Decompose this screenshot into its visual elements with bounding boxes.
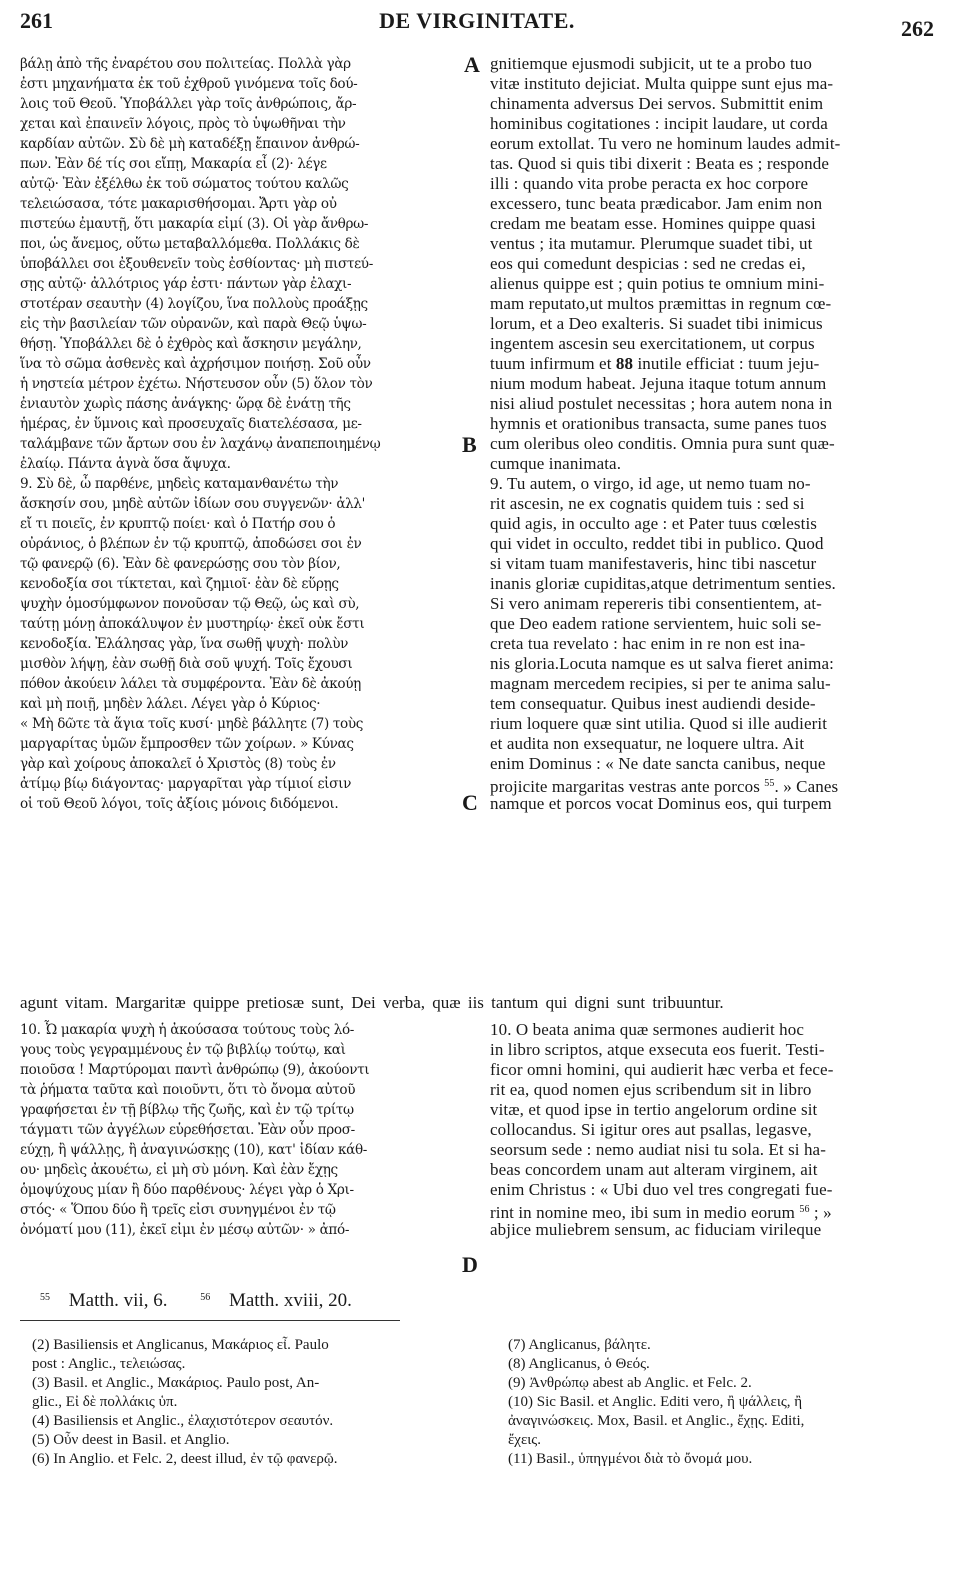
section-marker-b: B xyxy=(462,432,477,457)
greek-line: εύχῃ, ἢ ψάλλῃς, ἢ ἀναγινώσκῃς (10), κατ' ἰδίαν κάθ- xyxy=(20,1142,368,1158)
greek-column-top xyxy=(20,54,456,814)
footnote: post : Anglic., τελειώσας. xyxy=(32,1356,186,1372)
footnote: glic., Εἰ δὲ πολλάκις ὑπ. xyxy=(32,1394,178,1410)
footnote: (4) Basiliensis et Anglic., ἐλαχιστότερον σεαυτόν. xyxy=(32,1413,334,1429)
latin-line: cum oleribus oleo conditis. Omnia pura sunt quæ- xyxy=(490,434,835,453)
greek-line: μισθὸν λήψῃ, ἐὰν σωθῇ διὰ σοῦ ψυχή. Τοῖς ἔχουσι xyxy=(20,656,353,672)
running-title: DE VIRGINITATE. xyxy=(379,8,575,33)
latin-line: gnitiemque ejusmodi subjicit, ut te a probo tuo xyxy=(490,54,812,73)
greek-line: ὁμοψύχους μίαν ἢ δύο παρθένους· λέγει γὰρ ὁ Χρι- xyxy=(20,1182,354,1198)
footnote: (2) Basiliensis et Anglicanus, Μακάριος εἶ. Paulo xyxy=(32,1337,329,1353)
latin-line: nis gloria.Locuta namque es ut salva fieret anima: xyxy=(490,654,834,673)
greek-line: βάλῃ ἀπὸ τῆς ἐναρέτου σου πολιτείας. Πολλὰ γὰρ xyxy=(20,56,351,72)
greek-line: καὶ μὴ ποιῇ, μηδὲν λάλει. Λέγει γὰρ ὁ Κύριος· xyxy=(20,696,321,712)
latin-line: hymnis et orationibus transacta, sume panes tuos xyxy=(490,414,827,433)
footnote-ref-55: 55 xyxy=(764,778,775,789)
latin-line: eorum extollat. Tu vero ne hominum laudes admit- xyxy=(490,134,841,153)
scripture-references xyxy=(40,1290,380,1312)
spanning-line: agunt vitam. Margaritæ quippe pretiosæ sunt, Dei verba, quæ iis tantum qui digni sunt tribuuntur. xyxy=(20,993,724,1012)
scripture-ref-text: Matth. vii, 6. xyxy=(64,1290,168,1311)
bold-column-number: 88 xyxy=(615,354,634,373)
greek-line: λοις τοῦ Θεοῦ. Ὑποβάλλει γὰρ τοῖς ἀνθρώποις, ἄρ- xyxy=(20,96,357,112)
greek-line: πιστεύω ἐμαυτῇ, ὅτι μακαρία εἰμί (3). Οἱ γὰρ ἄνθρω- xyxy=(20,216,369,232)
latin-line: rit ascesin, ne ex cognatis quidem tuis : sed si xyxy=(490,494,805,513)
latin-line-text: tuum infirmum et xyxy=(490,354,612,373)
latin-line: tem consequatur. Quibus inest audiendi deside- xyxy=(490,694,816,713)
greek-line: ἵνα τὸ σῶμα ἀσθενὲς καὶ ἀχρήσιμον ποιήσῃ. Σοῦ οὖν xyxy=(20,356,371,372)
greek-line: στοτέραν σεαυτὴν (4) λογίζου, ἵνα πολλοὺς προάξῃς xyxy=(20,296,368,312)
latin-line: rit ea, quod nomen ejus scribendum sit in libro xyxy=(490,1080,812,1099)
section-marker-d: D xyxy=(462,1252,478,1277)
latin-line: credam me beatam esse. Homines quippe quasi xyxy=(490,214,816,233)
latin-line: nisi aliud postulet necessitas ; hora autem nona in xyxy=(490,394,833,413)
latin-line: enim Dominus : « Ne date sancta canibus, neque xyxy=(490,754,826,773)
latin-line: ingentem ascesin seu exercitationem, ut corpus xyxy=(490,334,815,353)
footnote: (9) Ἀνθρώπῳ abest ab Anglic. et Felc. 2. xyxy=(508,1375,752,1391)
latin-line: si vitam tuam manifestaveris, hinc tibi nascetur xyxy=(490,554,817,573)
footnote: (3) Basil. et Anglic., Μακάριος. Paulo post, An- xyxy=(32,1375,320,1391)
greek-line: ἐνιαυτὸν χωρὶς πάσης ἀνάγκης· ὥρᾳ δὲ ἐνάτῃ τῆς xyxy=(20,396,351,412)
scripture-ref-text: Matth. xviii, 20. xyxy=(224,1290,352,1311)
footnotes-left xyxy=(32,1336,462,1469)
greek-line: οὐράνιος, ὁ βλέπων ἐν τῷ κρυπτῷ, ἀποδώσει σοι ἐν xyxy=(20,536,362,552)
greek-column-bottom xyxy=(20,1020,456,1240)
latin-line: inanis gloriæ cupiditas,atque detrimentum senties. xyxy=(490,574,836,593)
latin-line-text: rint in nomine meo, ibi sum in medio eorum xyxy=(490,1203,795,1222)
right-page-number: 262 xyxy=(901,16,934,41)
greek-line: τάγματι τῶν ἀγγέλων εὑρεθήσεται. Ἐὰν οὖν προσ- xyxy=(20,1122,355,1138)
greek-line: τῷ φανερῷ (6). Ἐὰν δὲ φανερώσῃς σου τὸν βίον, xyxy=(20,556,341,572)
greek-line: εἴ τι ποιεῖς, ἐν κρυπτῷ ποίει· καὶ ὁ Πατήρ σου ὁ xyxy=(20,516,336,532)
greek-line: « Μὴ δῶτε τὰ ἅγια τοῖς κυσί· μηδὲ βάλλητε (7) τοὺς xyxy=(20,716,364,732)
greek-line: ποι, ὡς ἄνεμος, οὕτω μεταβαλλόμεθα. Πολλάκις δὲ xyxy=(20,236,360,252)
greek-line: μαργαρίτας ὑμῶν ἔμπροσθεν τῶν χοίρων. » Κύνας xyxy=(20,736,354,752)
greek-line: στός· « Ὅπου δύο ἢ τρεῖς εἰσι συνηγμένοι ἐν τῷ xyxy=(20,1202,336,1218)
latin-line: nium modum habeat. Jejuna itaque totum annum xyxy=(490,374,827,393)
latin-line: rium loquere quæ sint utilia. Quod si ille audierit xyxy=(490,714,828,733)
greek-line: ἡμέρας, ἐν ὕμνοις καὶ προσευχαῖς διατελέσασα, με- xyxy=(20,416,362,432)
greek-line: γὰρ καὶ χοίρους ἀποκαλεῖ ὁ Χριστὸς (8) τοὺς ἐν xyxy=(20,756,336,772)
latin-line: et audita non exsequatur, ne loquere ultra. Ait xyxy=(490,734,805,753)
footnote: ἀναγινώσκεις. Mox, Basil. et Anglic., ἔχῃς. Editi, xyxy=(508,1413,805,1429)
latin-line: quid agis, in occulto age : et Pater tuus cœlestis xyxy=(490,514,817,533)
scripture-ref xyxy=(40,1290,181,1311)
latin-line xyxy=(490,774,936,794)
latin-line-text: ; » xyxy=(809,1203,832,1222)
greek-line: γραφήσεται ἐν τῇ βίβλῳ τῆς ζωῆς, καὶ ἐν τῷ τρίτῳ xyxy=(20,1102,354,1118)
greek-line: ἄσκησίν σου, μηδὲ αὐτῶν ἰδίων σου συγγενῶν· ἀλλ' xyxy=(20,496,366,512)
latin-line: hominibus cogitationes : incipit laudare, ut corda xyxy=(490,114,828,133)
latin-line: que Deo eadem ratione servientem, huic soli se- xyxy=(490,614,822,633)
latin-line: 9. Tu autem, o virgo, id age, ut nemo tuam no- xyxy=(490,474,811,493)
latin-line: vitæ, et quod ipse in tertio angelorum ordine sit xyxy=(490,1100,818,1119)
greek-line: σῃς αὐτῷ· ἀλλότριος γάρ ἐστι· πάντων γὰρ ἐλαχι- xyxy=(20,276,352,292)
greek-line: κενοδοξία. Ἐλάλησας γὰρ, ἵνα σωθῇ ψυχὴ· πολὺν xyxy=(20,636,349,652)
greek-line: τὰ ῥήματα ταῦτα καὶ ποιοῦντι, ὅτι τὸ ὄνομα αὐτοῦ xyxy=(20,1082,356,1098)
latin-line: Si vero animam repereris tibi consentientem, at- xyxy=(490,594,822,613)
scripture-ref-number: 56 xyxy=(200,1292,211,1303)
footnote: (8) Anglicanus, ὁ Θεός. xyxy=(508,1356,650,1372)
greek-line: ὀνόματί μου (11), ἐκεῖ εἰμι ἐν μέσῳ αὐτῶν· » ἀπό- xyxy=(20,1222,350,1238)
latin-line: seorsum sede : nemo audiat nisi tu sola. Et si ha- xyxy=(490,1140,826,1159)
greek-line: ἀτίμῳ βίῳ διάγοντας· μαργαρῖται γὰρ τίμιοί εἰσιν xyxy=(20,776,351,792)
latin-line: in libro scriptos, atque exsecuta eos fuerit. Testi- xyxy=(490,1040,825,1059)
greek-line: ου· μηδεὶς ἀκουέτω, εἰ μὴ σὺ μόνη. Καὶ ἐὰν ἔχῃς xyxy=(20,1162,338,1178)
greek-line: τελειώσασα, τότε μακαρισθήσομαι. Ἄρτι γὰρ οὐ xyxy=(20,196,337,212)
greek-line: ἐστι μηχανήματα ἐκ τοῦ ἐχθροῦ γινόμενα τοῖς δού- xyxy=(20,76,358,92)
greek-line: ἐλαίῳ. Πάντα ἁγνὰ ὅσα ἄψυχα. xyxy=(20,456,231,472)
latin-line: ficor omni homini, qui audierit hæc verba et fece- xyxy=(490,1060,834,1079)
page-header xyxy=(20,8,934,44)
greek-line: ταλάμβανε τῶν ἄρτων σου ἐν λαχάνῳ ἀναπεποιημένῳ xyxy=(20,436,381,452)
latin-line: qui videt in occulto, reddet tibi in publico. Quod xyxy=(490,534,824,553)
latin-line: alienus quippe est ; quin potius te omnium mini- xyxy=(490,274,825,293)
latin-line: cumque inanimata. xyxy=(490,454,622,473)
greek-line: θήσῃ. Ὑποβάλλει δὲ ὁ ἐχθρὸς καὶ ἄσκησιν μεγάλην, xyxy=(20,336,362,352)
latin-line: tas. Quod si quis tibi dixerit : Beata es ; responde xyxy=(490,154,830,173)
latin-line: beas concordem unam aut alteram virginem, ait xyxy=(490,1160,818,1179)
latin-line: excessero, tunc beata prædicabor. Jam enim non xyxy=(490,194,823,213)
footnote-ref-56: 56 xyxy=(799,1204,810,1215)
latin-line-text: inutile efficiat : tuum jeju- xyxy=(633,354,820,373)
footnote: (7) Anglicanus, βάλητε. xyxy=(508,1337,651,1353)
footnote: (10) Sic Basil. et Anglic. Editi vero, ἢ ψάλλεις, ἢ xyxy=(508,1394,803,1410)
greek-line: οἱ τοῦ Θεοῦ λόγοι, τοῖς ἀξίοις μόνοις διδόμενοι. xyxy=(20,796,339,812)
scripture-ref-number: 55 xyxy=(40,1292,50,1303)
greek-line: ταύτῃ μόνῃ ἀποκάλυψον ἐν μυστηρίῳ· ἐκεῖ οὐκ ἔστι xyxy=(20,616,365,632)
greek-line: ποιοῦσα ! Μαρτύρομαι παντὶ ἀνθρώπῳ (9), ἀκούοντι xyxy=(20,1062,370,1078)
greek-line: πόθον ἀκούειν λάλει τὰ συμφέροντα. Ἐὰν δὲ ἀκούῃ xyxy=(20,676,361,692)
greek-line: αὐτῷ· Ἐὰν ἐξέλθω ἐκ τοῦ σώματος τούτου καλῶς xyxy=(20,176,349,192)
latin-line: ventus ; ita mutamur. Plerumque suadet tibi, ut xyxy=(490,234,813,253)
greek-line: χεται καὶ ἐπαινεῖν λόγοις, πρὸς τὸ ὑψωθῆναι τὴν xyxy=(20,116,346,132)
greek-line: γους τοὺς γεγραμμένους ἐν τῷ βιβλίῳ τούτῳ, καὶ xyxy=(20,1042,346,1058)
greek-line: εἰς τὴν βασιλείαν τῶν οὐρανῶν, καὶ παρὰ Θεῷ ὑψω- xyxy=(20,316,367,332)
footnote: (11) Basil., ὑπηγμένοι διὰ τὸ ὄνομά μου. xyxy=(508,1451,753,1467)
greek-line: κενοδοξία σοι τίκτεται, καὶ ζημιοῖ· ἐὰν δὲ εὕρῃς xyxy=(20,576,339,592)
greek-line: ἡ νηστεία μέτρον ἐχέτω. Νήστευσον οὖν (5) ὅλον τὸν xyxy=(20,376,373,392)
footnote: (5) Οὖν deest in Basil. et Anglio. xyxy=(32,1432,230,1448)
greek-line: 10. Ὦ μακαρία ψυχὴ ἡ ἀκούσασα τούτους τοὺς λό- xyxy=(20,1022,355,1038)
greek-line: ὑποβάλλει σοι ἐξουθενεῖν τοὺς ἐσθίοντας· μὴ πιστεύ- xyxy=(20,256,373,272)
section-marker-c: C xyxy=(462,790,478,815)
latin-column-top xyxy=(490,54,936,814)
latin-line: creta tua revelato : hac enim in re non est ina- xyxy=(490,634,806,653)
footnote-divider xyxy=(20,1320,400,1321)
left-page-number: 261 xyxy=(20,8,53,33)
latin-line: vitæ instituto dejiciat. Multa quippe sunt ejus ma- xyxy=(490,74,834,93)
latin-line: eos qui comedunt despicias : sed ne credas ei, xyxy=(490,254,806,273)
latin-line: mam reputato,ut multos præmittas in regnum cœ- xyxy=(490,294,832,313)
latin-line: lorum, et a Deo exalteris. Si suadet tibi inimicus xyxy=(490,314,823,333)
latin-line: magnam mercedem recipies, si per te anima salu- xyxy=(490,674,831,693)
latin-line: chinamenta adversus Dei servos. Submittit enim xyxy=(490,94,824,113)
latin-line-text: projicite margaritas vestras ante porcos xyxy=(490,777,760,796)
latin-line: abjice muliebrem sensum, ac fiduciam virileque xyxy=(490,1220,822,1239)
latin-line xyxy=(490,354,936,374)
greek-line: ψυχὴν ὁμοσύμφωνον πονοῦσαν τῷ Θεῷ, ὡς καὶ σὺ, xyxy=(20,596,360,612)
latin-line: collocandus. Si igitur ores aut psallas, legasve, xyxy=(490,1120,812,1139)
latin-column-bottom xyxy=(490,1020,936,1240)
latin-line xyxy=(490,1200,936,1220)
scripture-ref xyxy=(200,1290,366,1311)
greek-line: 9. Σὺ δὲ, ὦ παρθένε, μηδεὶς καταμανθανέτω τὴν xyxy=(20,476,339,492)
latin-line: 10. O beata anima quæ sermones audierit hoc xyxy=(490,1020,804,1039)
latin-line: illi : quando vita probe peracta ex hoc corpore xyxy=(490,174,809,193)
latin-line-text: . » Canes xyxy=(774,777,839,796)
greek-line: πων. Ἐὰν δέ τίς σοι εἴπῃ, Μακαρία εἶ (2)· λέγε xyxy=(20,156,327,172)
section-marker-a: A xyxy=(464,52,480,77)
footnotes-right xyxy=(508,1336,938,1469)
greek-line: καρδίαν αὐτῶν. Σὺ δὲ μὴ καταδέξῃ ἔπαινον ἀνθρώ- xyxy=(20,136,360,152)
footnote: ἔχεις. xyxy=(508,1432,541,1448)
footnote: (6) In Anglio. et Felc. 2, deest illud, ἐν τῷ φανερῷ. xyxy=(32,1451,338,1467)
latin-line: enim Christus : « Ubi duo vel tres congregati fue- xyxy=(490,1180,833,1199)
latin-line: namque et porcos vocat Dominus eos, qui turpem xyxy=(490,794,832,813)
